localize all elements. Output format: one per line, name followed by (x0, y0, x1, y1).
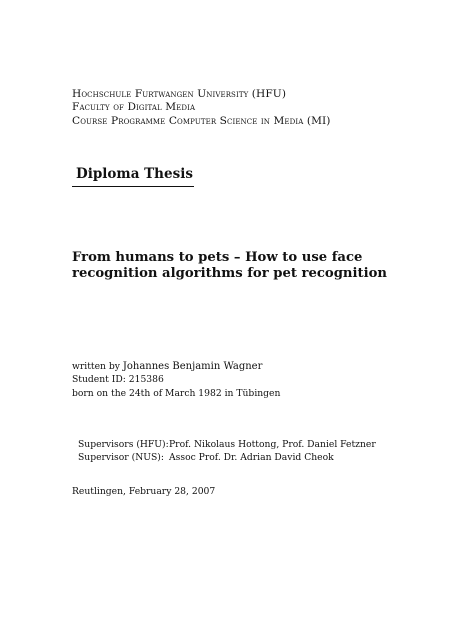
thesis-title (72, 250, 412, 281)
supervisor-names-hfu: Prof. Nikolaus Hottong, Prof. Daniel Fetzner (169, 439, 376, 450)
supervisor-label-hfu: Supervisors (HFU): (78, 439, 169, 450)
birth-info: born on the 24th of March 1982 in Tübingen (72, 387, 281, 399)
thesis-type-heading: Diploma Thesis (72, 166, 194, 187)
supervisor-names-nus: Assoc Prof. Dr. Adrian David Cheok (169, 452, 334, 464)
university-name: Hochschule Furtwangen University (HFU) (72, 88, 287, 100)
thesis-title-line-2: recognition algorithms for pet recognition (72, 265, 388, 281)
place-and-date: Reutlingen, February 28, 2007 (72, 486, 216, 497)
supervisor-label-nus: Supervisor (NUS): (78, 452, 164, 464)
written-by-line (72, 360, 280, 373)
student-id: Student ID: 215386 (72, 374, 164, 386)
supervisor-row-hfu (78, 438, 376, 451)
author-name: Johannes Benjamin Wagner (122, 361, 263, 372)
institution-block (72, 88, 331, 128)
written-by-prefix: written by (72, 361, 123, 372)
supervisor-row-nus (78, 451, 376, 464)
course-programme: Course Programme Computer Science in Media (MI) (72, 114, 331, 127)
supervisors-block (78, 438, 376, 464)
author-block (72, 360, 280, 400)
thesis-title-line-1: From humans to pets – How to use face (72, 250, 363, 265)
faculty-name: Faculty of Digital Media (72, 101, 196, 114)
